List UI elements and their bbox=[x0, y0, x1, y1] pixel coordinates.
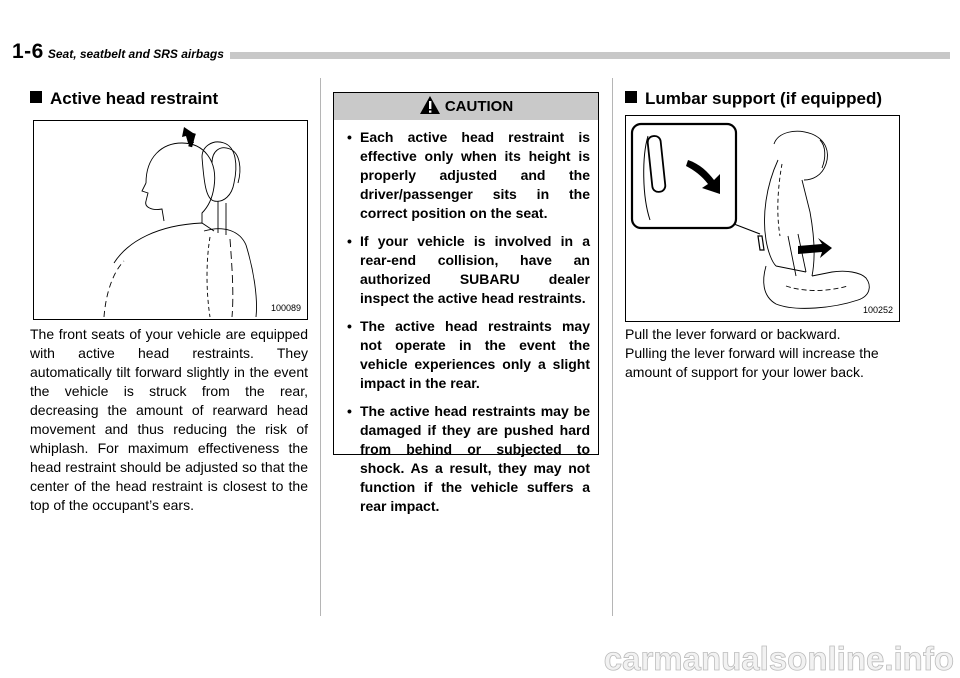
column-divider bbox=[612, 78, 613, 616]
column-divider bbox=[320, 78, 321, 616]
caution-item: • If your vehicle is involved in a rear-end collision, have an authorized SUBARU dealer inspect the active head restraints. bbox=[347, 233, 590, 306]
lumbar-lever-illustration bbox=[626, 116, 899, 321]
warning-triangle-icon bbox=[419, 95, 441, 115]
caution-item: • The active head restraints may be damaged if they are pushed hard from behind or subjected to shock. As a result, they may not function if the vehicle suffers a rear impact. bbox=[347, 403, 590, 514]
body-paragraph bbox=[625, 325, 901, 382]
instruction-line: Pulling the lever forward will increase the amount of support for your lower back. bbox=[625, 345, 879, 380]
square-bullet-icon bbox=[625, 91, 637, 103]
watermark bbox=[540, 641, 956, 677]
head-restraint-illustration bbox=[34, 121, 307, 319]
watermark-text: carmanualsonline.info bbox=[603, 641, 954, 677]
section-heading: Lumbar support (if equipped) bbox=[625, 89, 882, 109]
figure-id: 100252 bbox=[862, 305, 893, 315]
instruction-line: Pull the lever forward or backward. bbox=[625, 326, 841, 342]
lumbar-support-figure bbox=[625, 115, 900, 322]
page-header bbox=[12, 42, 950, 66]
figure-id: 100089 bbox=[270, 303, 301, 313]
caution-item: • The active head restraints may not operate in the event the vehicle experiences only a slight impact in the rear. bbox=[347, 318, 590, 391]
page-number: 1-6 Seat, seatbelt and SRS airbags bbox=[12, 40, 230, 64]
head-restraint-figure bbox=[33, 120, 308, 320]
section-heading: Active head restraint bbox=[30, 89, 218, 109]
body-paragraph: The front seats of your vehicle are equipped with active head restraints. They automatically tilt forward slightly in the event the vehicle is struck from the rear, decreasing the amount of rearward head movement and thus reducing the risk of whiplash. For maximum effectiveness the head restraint should be adjusted so that the center of the head restraint is closest to the top of the occupant’s ears. bbox=[30, 326, 308, 513]
caution-box bbox=[333, 92, 599, 514]
section-title: Seat, seatbelt and SRS airbags bbox=[47, 47, 224, 61]
square-bullet-icon bbox=[30, 91, 42, 103]
caution-item: • Each active head restraint is effective only when its height is properly adjusted and the driver/passenger sits in the correct position on the seat. bbox=[347, 129, 590, 221]
caution-label: CAUTION bbox=[444, 98, 514, 115]
caution-list bbox=[340, 128, 590, 525]
caution-banner bbox=[334, 93, 598, 120]
